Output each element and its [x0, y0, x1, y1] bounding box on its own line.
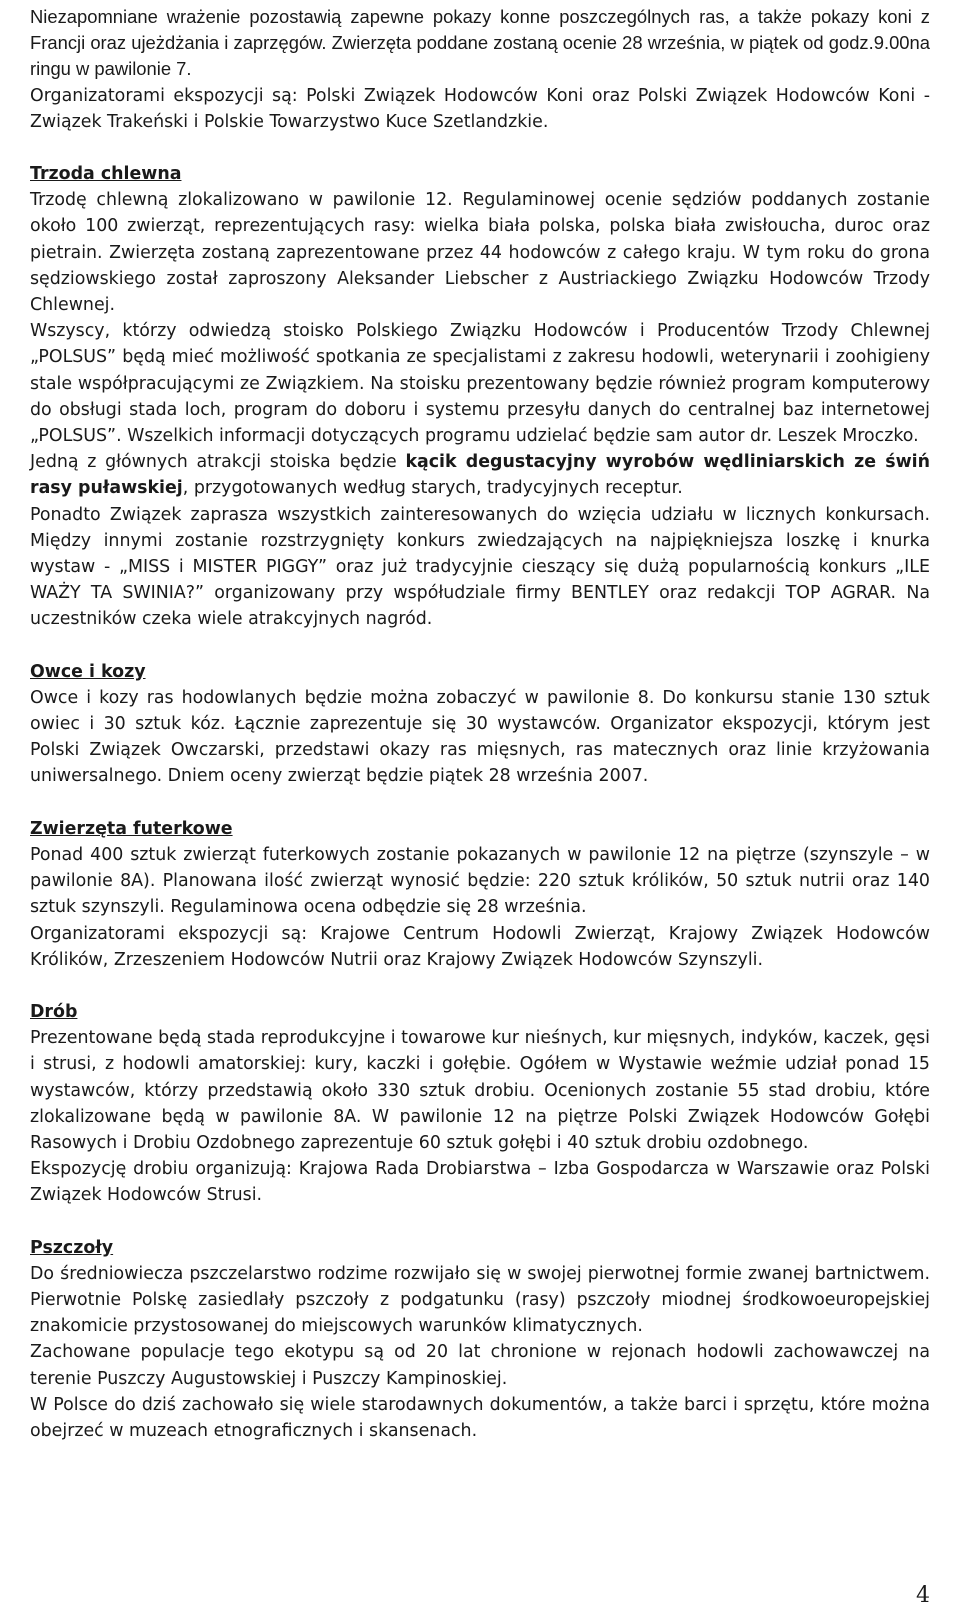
section-gap [30, 790, 930, 816]
trzoda-paragraph-3 [30, 449, 930, 501]
pszczoly-paragraph-1: Do średniowiecza pszczelarstwo rodzime rozwijało się w swojej pierwotnej formie zwanej bartnictwem. Pierwotnie Polskę zasiedlały pszczoły z podgatunku (rasy) pszczoły miodnej środkowoeuropejskiej znakomicie przystosowanej do miejscowych warunków klimatycznych. [30, 1263, 930, 1337]
trzoda-p3-before: Jedną z głównych atrakcji stoiska będzie [30, 452, 406, 473]
section-gap [30, 135, 930, 161]
intro-paragraph-1: Niezapomniane wrażenie pozostawią zapewne pokazy konne poszczególnych ras, a także pokazy koni z Francji oraz ujeżdżania i zaprzęgów. Zwierzęta poddane zostaną ocenie 28 września, w piątek od godz.9.00na ringu w pawilonie 7. [30, 6, 930, 80]
intro-paragraph-2: Organizatorami ekspozycji są: Polski Związek Hodowców Koni oraz Polski Związek Hodowców Koni - Związek Trakeński i Polskie Towarzystwo Kuce Szetlandzkie. [30, 85, 930, 132]
heading-drob: Drób [30, 1001, 78, 1022]
section-gap [30, 633, 930, 659]
drob-paragraph-2: Ekspozycję drobiu organizują: Krajowa Rada Drobiarstwa – Izba Gospodarcza w Warszawie oraz Polski Związek Hodowców Strusi. [30, 1159, 930, 1206]
futerkowe-paragraph-1: Ponad 400 sztuk zwierząt futerkowych zostanie pokazanych w pawilonie 12 na piętrze (szynszyle – w pawilonie 8A). Planowana ilość zwierząt wynosić będzie: 220 sztuk królików, 50 sztuk nutrii oraz 140 sztuk szynszyli. Regulaminowa ocena odbędzie się 28 września. [30, 844, 930, 918]
heading-trzoda-chlewna: Trzoda chlewna [30, 164, 182, 185]
heading-pszczoly: Pszczoły [30, 1237, 114, 1258]
trzoda-paragraph-4: Ponadto Związek zaprasza wszystkich zainteresowanych do wzięcia udziału w licznych konkursach. Między innymi zostanie rozstrzygnięty konkurs zwiedzających na najpiękniejsza loszkę i knurka wystaw - „MISS i MISTER PIGGY” oraz już tradycyjnie cieszący się dużą popularnością konkurs „ILE WAŻY TA SWINIA?” organizowany przy współudziale firmy BENTLEY oraz redakcji TOP AGRAR. Na uczestników czeka wiele atrakcyjnych nagród. [30, 504, 930, 630]
trzoda-p3-after: , przygotowanych według starych, tradycyjnych receptur. [182, 478, 683, 499]
owce-paragraph-1: Owce i kozy ras hodowlanych będzie można zobaczyć w pawilonie 8. Do konkursu stanie 130 sztuk owiec i 30 sztuk kóz. Łącznie zaprezentuje się 30 wystawców. Organizator ekspozycji, którym jest Polski Związek Owczarski, przedstawi okazy ras mięsnych, ras matecznych oraz linie krzyżowania uniwersalnego. Dniem oceny zwierząt będzie piątek 28 września 2007. [30, 687, 930, 787]
drob-paragraph-1: Prezentowane będą stada reprodukcyjne i towarowe kur nieśnych, kur mięsnych, indyków, kaczek, gęsi i strusi, z hodowli amatorskiej: kury, kaczki i gołębie. Ogółem w Wystawie weźmie udział ponad 15 wystawców, którzy przedstawią około 330 sztuk drobiu. Ocenionych zostanie 55 stad drobiu, które zlokalizowane będą w pawilonie 8A. W pawilonie 12 na piętrze Polski Związek Hodowców Gołębi Rasowych i Drobiu Ozdobnego zaprezentuje 60 sztuk gołębi i 40 sztuk drobiu ozdobnego. [30, 1028, 930, 1153]
section-gap [30, 973, 930, 999]
page-number: 4 [916, 1583, 930, 1608]
section-gap [30, 1209, 930, 1235]
pszczoly-paragraph-3: W Polsce do dziś zachowało się wiele starodawnych dokumentów, a także barci i sprzętu, które można obejrzeć w muzeach etnograficznych i skansenach. [30, 1394, 930, 1441]
heading-owce-i-kozy: Owce i kozy [30, 661, 146, 682]
futerkowe-paragraph-2: Organizatorami ekspozycji są: Krajowe Centrum Hodowli Zwierząt, Krajowy Związek Hodowców Królików, Zrzeszeniem Hodowców Nutrii oraz Krajowy Związek Hodowców Szynszyli. [30, 923, 930, 970]
trzoda-paragraph-2: Wszyscy, którzy odwiedzą stoisko Polskiego Związku Hodowców i Producentów Trzody Chlewnej „POLSUS” będą mieć możliwość spotkania ze specjalistami z zakresu hodowli, weterynarii i zoohigieny stale współpracującymi ze Związkiem. Na stoisku prezentowany będzie również program komputerowy do obsługi stada loch, program do doboru i systemu przesyłu danych do centralnej baz internetowej „POLSUS”. Wszelkich informacji dotyczących programu udzielać będzie sam autor dr. Leszek Mroczko. [30, 321, 930, 447]
trzoda-paragraph-1: Trzodę chlewną zlokalizowano w pawilonie 12. Regulaminowej ocenie sędziów poddanych zostanie około 100 zwierząt, reprezentujących rasy: wielka biała polska, polska biała zwisłoucha, duroc oraz pietrain. Zwierzęta zostaną zaprezentowane przez 44 hodowców z całego kraju. W tym roku do grona sędziowskiego został zaproszony Aleksander Liebscher z Austriackiego Związku Hodowców Trzody Chlewnej. [30, 190, 930, 316]
pszczoly-paragraph-2: Zachowane populacje tego ekotypu są od 20 lat chronione w rejonach hodowli zachowawczej na terenie Puszczy Augustowskiej i Puszczy Kampinoskiej. [30, 1342, 930, 1389]
trzoda-p3-bold: kącik degustacyjny wyrobów wędliniarskich ze świń rasy puławskiej [30, 452, 930, 499]
heading-zwierzeta-futerkowe: Zwierzęta futerkowe [30, 818, 233, 839]
